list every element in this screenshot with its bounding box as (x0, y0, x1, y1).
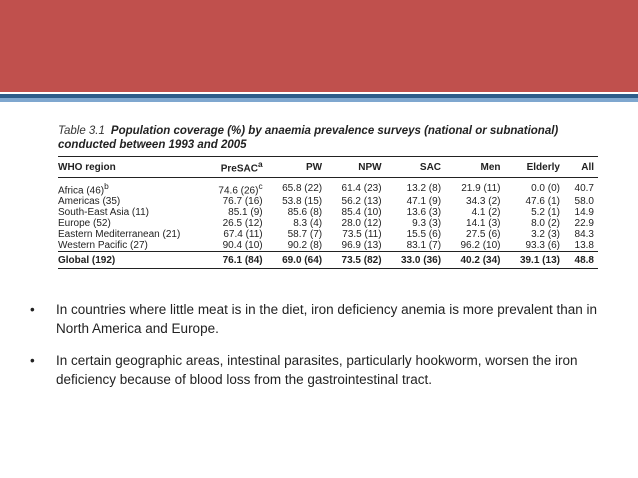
region-footnote: b (104, 181, 109, 191)
cell-npw: 85.4 (10) (341, 207, 382, 219)
cell-pw: 65.8 (22) (282, 183, 323, 195)
cell-presac: 76.7 (16) (222, 196, 263, 208)
cell-presac: 90.4 (10) (222, 240, 263, 252)
bullet-dot-icon: • (30, 353, 35, 368)
cell-npw: 61.4 (23) (341, 183, 382, 195)
cell-npw: 73.5 (82) (326, 252, 385, 269)
cell-pw: 69.0 (64) (267, 252, 326, 269)
region-label: Africa (46) (58, 185, 105, 197)
cell-pw: 58.7 (7) (287, 229, 323, 241)
cell-region: Global (192) (58, 252, 202, 269)
cell-npw: 96.9 (13) (341, 240, 382, 252)
table-row (58, 218, 598, 229)
table-row (58, 207, 598, 218)
cell-region: Americas (35) (58, 196, 121, 208)
table-title: Population coverage (%) by anaemia prevalence surveys (national or subnational) conducted between 1993 and 2005 (58, 125, 559, 151)
cell-men: 40.2 (34) (445, 252, 504, 269)
header-presac-label: PreSAC (220, 163, 258, 175)
cell-presac (202, 178, 267, 197)
cell-elderly: 8.0 (2) (531, 218, 560, 230)
cell-all: 14.9 (574, 207, 594, 219)
cell-pw: 53.8 (15) (282, 196, 323, 208)
cell-men: 34.3 (2) (466, 196, 501, 208)
cell-region: South-East Asia (11) (58, 207, 149, 219)
cell-region: Europe (52) (58, 218, 111, 230)
bullet-item (30, 300, 610, 338)
cell-all: 13.8 (574, 240, 594, 252)
cell-presac: 26.5 (12) (222, 218, 263, 230)
cell-elderly: 47.6 (1) (525, 196, 560, 208)
header-elderly: Elderly (505, 157, 564, 178)
table-caption (58, 124, 598, 152)
table-header-row (58, 157, 598, 178)
bullet-dot-icon: • (30, 302, 35, 317)
cell-npw: 28.0 (12) (341, 218, 382, 230)
cell-sac: 83.1 (7) (406, 240, 442, 252)
cell-men: 14.1 (3) (466, 218, 501, 230)
header-who-region: WHO region (58, 157, 202, 178)
header-presac-footnote: a (257, 159, 263, 170)
cell-elderly: 93.3 (6) (525, 240, 560, 252)
cell-presac: 76.1 (84) (202, 252, 267, 269)
cell-all: 48.8 (564, 252, 598, 269)
cell-elderly: 3.2 (3) (531, 229, 560, 241)
cell-region: Western Pacific (27) (58, 240, 148, 252)
bullet-list (30, 300, 610, 402)
cell-sac: 9.3 (3) (412, 218, 442, 230)
cell-all: 40.7 (574, 183, 594, 195)
cell-region: Eastern Mediterranean (21) (58, 229, 181, 241)
table-row (58, 196, 598, 207)
cell-presac: 85.1 (9) (228, 207, 263, 219)
cell-sac: 13.2 (8) (406, 183, 442, 195)
header-npw: NPW (326, 157, 385, 178)
table-body (58, 178, 598, 269)
table-number: Table 3.1 (58, 125, 105, 137)
table-row (58, 178, 598, 197)
cell-men: 27.5 (6) (466, 229, 501, 241)
table-row (58, 240, 598, 252)
cell-elderly: 39.1 (13) (505, 252, 564, 269)
title-banner (0, 0, 638, 92)
header-presac (202, 157, 267, 178)
cell-presac: 67.4 (11) (223, 229, 263, 241)
cell-pw: 85.6 (8) (287, 207, 323, 219)
cell-elderly: 0.0 (0) (531, 183, 560, 195)
anaemia-coverage-table (58, 156, 598, 269)
presac-value: 74.6 (26) (218, 185, 259, 197)
cell-pw: 90.2 (8) (287, 240, 323, 252)
cell-men: 4.1 (2) (471, 207, 501, 219)
bullet-text: In certain geographic areas, intestinal parasites, particularly hookworm, worsen the iron deficiency because of blood loss from the gastrointestinal tract. (56, 353, 578, 387)
cell-all: 58.0 (574, 196, 594, 208)
cell-sac: 33.0 (36) (386, 252, 445, 269)
table-row (58, 229, 598, 240)
presac-footnote: c (258, 181, 263, 191)
cell-elderly: 5.2 (1) (531, 207, 560, 219)
cell-sac: 13.6 (3) (406, 207, 442, 219)
cell-sac: 47.1 (9) (406, 196, 442, 208)
header-all: All (564, 157, 598, 178)
cell-region (58, 178, 202, 197)
header-sac: SAC (386, 157, 445, 178)
table-row-global (58, 252, 598, 269)
cell-sac: 15.5 (6) (406, 229, 442, 241)
cell-pw: 8.3 (4) (293, 218, 323, 230)
cell-npw: 56.2 (13) (341, 196, 382, 208)
cell-all: 22.9 (574, 218, 594, 230)
cell-men: 21.9 (11) (461, 183, 501, 195)
bullet-item (30, 351, 610, 389)
bullet-text: In countries where little meat is in the diet, iron deficiency anemia is more prevalent than in North America and Europe. (56, 302, 598, 336)
header-pw: PW (267, 157, 326, 178)
banner-stripe-light (0, 98, 638, 102)
cell-all: 84.3 (574, 229, 594, 241)
cell-men: 96.2 (10) (460, 240, 501, 252)
header-men: Men (445, 157, 504, 178)
cell-npw: 73.5 (11) (342, 229, 382, 241)
